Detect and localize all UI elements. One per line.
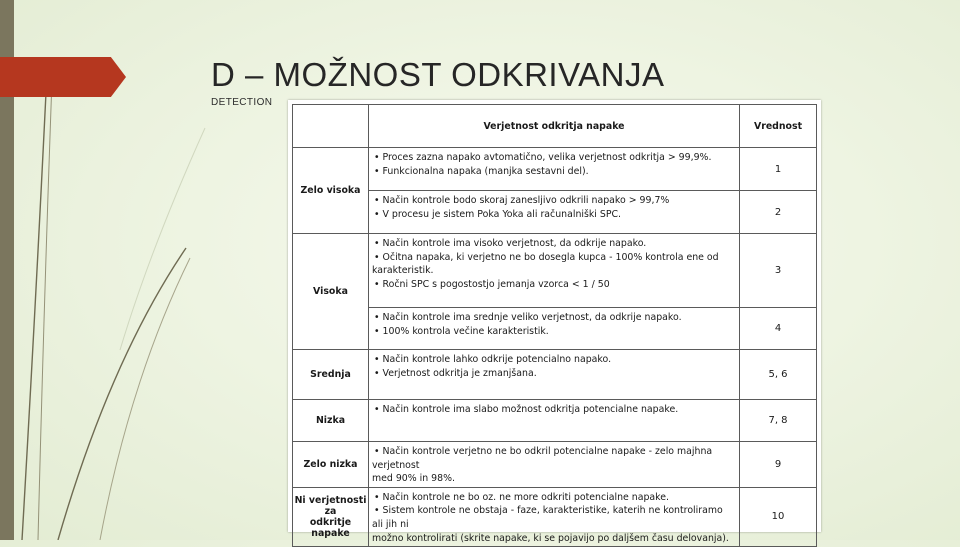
table-row xyxy=(293,308,817,350)
table-row xyxy=(293,487,817,546)
row-category: Visoka xyxy=(293,234,369,350)
title-accent-arrow xyxy=(0,57,126,97)
row-description xyxy=(369,400,740,442)
description-line: možno kontrolirati (skrite napake, ki se pojavijo po daljšem času delovanja). xyxy=(372,532,729,544)
description-line: med 90% in 98%. xyxy=(372,473,455,485)
row-value: 2 xyxy=(740,191,817,234)
row-value: 5, 6 xyxy=(740,350,817,400)
row-category-line: odkritje napake xyxy=(309,516,352,539)
slide-subtitle: DETECTION xyxy=(211,97,273,108)
description-line: • Sistem kontrole ne obstaja - faze, karakteristike, katerih ne kontroliramo ali jih ni xyxy=(372,504,736,531)
row-value: 9 xyxy=(740,442,817,488)
description-line: • Funkcionalna napaka (manjka sestavni del). xyxy=(372,165,736,179)
table-row xyxy=(293,191,817,234)
description-line: • Način kontrole bodo skoraj zanesljivo odkrili napako > 99,7% xyxy=(372,194,736,208)
description-line: • Ročni SPC s pogostostjo jemanja vzorca < 1 / 50 xyxy=(372,278,736,292)
description-line: • Verjetnost odkritja je zmanjšana. xyxy=(372,367,736,381)
table-row xyxy=(293,400,817,442)
row-description xyxy=(369,234,740,308)
table-header-row xyxy=(293,105,817,148)
detection-table xyxy=(292,104,817,547)
table-row xyxy=(293,148,817,191)
description-line: • V procesu je sistem Poka Yoka ali računalniški SPC. xyxy=(372,208,736,222)
description-line: • Očitna napaka, ki verjetno ne bo dosegla kupca - 100% kontrola ene od xyxy=(372,251,736,265)
table-row xyxy=(293,234,817,308)
row-category-line: Ni verjetnosti za xyxy=(294,494,367,517)
row-description xyxy=(369,191,740,234)
table-row xyxy=(293,350,817,400)
row-value: 4 xyxy=(740,308,817,350)
header-description: Verjetnost odkritja napake xyxy=(369,105,740,148)
row-category: Srednja xyxy=(293,350,369,400)
description-line: • Proces zazna napako avtomatično, velika verjetnost odkritja > 99,9%. xyxy=(372,151,736,165)
description-line: karakteristik. xyxy=(372,265,434,277)
description-line: • Način kontrole ima visoko verjetnost, da odkrije napako. xyxy=(372,237,736,251)
row-category: Zelo nizka xyxy=(293,442,369,488)
row-description xyxy=(369,148,740,191)
description-line: • 100% kontrola večine karakteristik. xyxy=(372,325,736,339)
row-description xyxy=(369,350,740,400)
row-value: 7, 8 xyxy=(740,400,817,442)
row-value: 10 xyxy=(740,487,817,546)
row-value: 3 xyxy=(740,234,817,308)
header-spacer xyxy=(293,105,369,148)
row-category: Nizka xyxy=(293,400,369,442)
row-description xyxy=(369,487,740,546)
description-line: • Način kontrole verjetno ne bo odkril potencialne napake - zelo majhna verjetnost xyxy=(372,445,736,472)
slide-title: D – MOŽNOST ODKRIVANJA xyxy=(211,56,665,93)
description-line: • Način kontrole lahko odkrije potencialno napako. xyxy=(372,353,736,367)
table-row xyxy=(293,442,817,488)
detection-table-image xyxy=(288,100,821,544)
row-category: Zelo visoka xyxy=(293,148,369,234)
description-line: • Način kontrole ima slabo možnost odkritja potencialne napake. xyxy=(372,403,736,417)
description-line: • Način kontrole ne bo oz. ne more odkriti potencialne napake. xyxy=(372,491,736,505)
row-category xyxy=(293,487,369,546)
header-value: Vrednost xyxy=(740,105,817,148)
row-value: 1 xyxy=(740,148,817,191)
row-description xyxy=(369,442,740,488)
row-description xyxy=(369,308,740,350)
description-line: • Način kontrole ima srednje veliko verjetnost, da odkrije napako. xyxy=(372,311,736,325)
